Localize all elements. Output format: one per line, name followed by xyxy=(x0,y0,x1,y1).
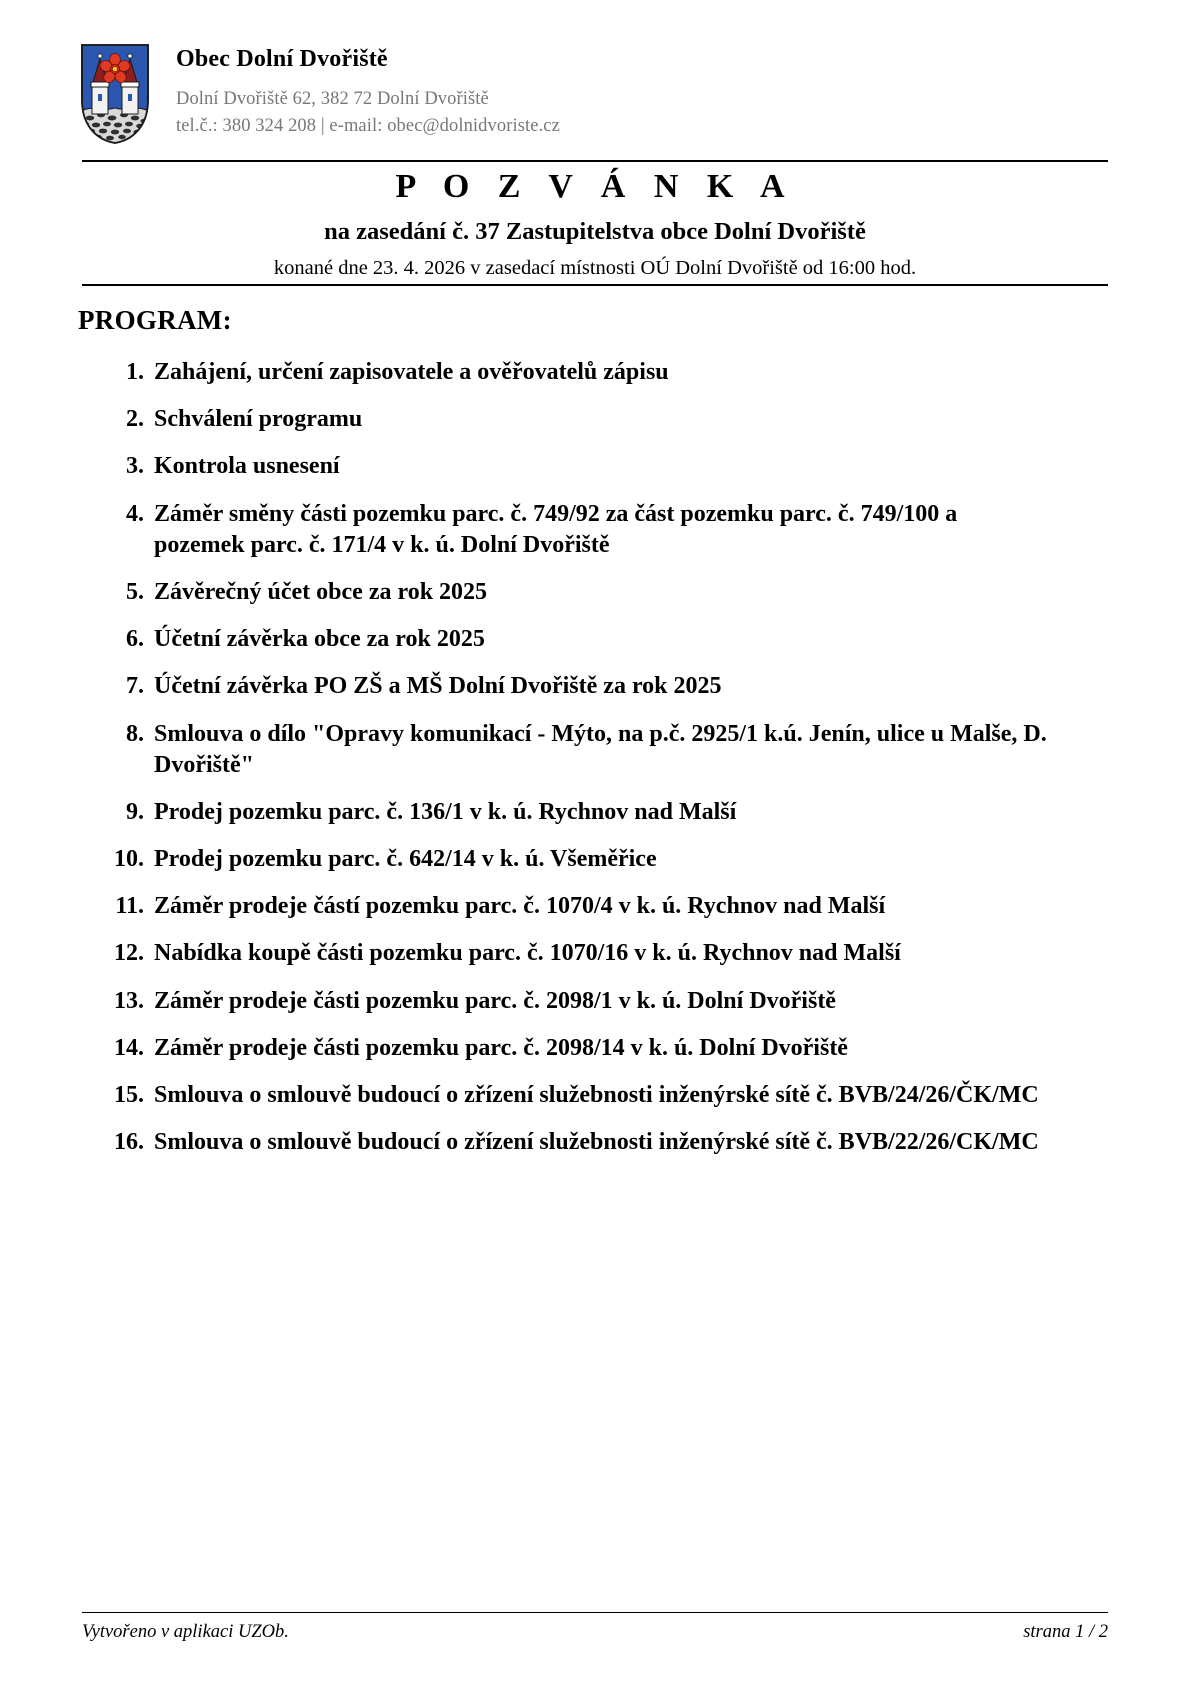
agenda-item-text: Účetní závěrka obce za rok 2025 xyxy=(154,626,485,653)
agenda-item xyxy=(110,1080,1050,1111)
agenda-item xyxy=(110,404,1050,435)
agenda-item xyxy=(110,577,1050,608)
agenda-item-number: 15. xyxy=(114,1082,144,1108)
agenda-item-text: Smlouva o smlouvě budoucí o zřízení služebnosti inženýrské sítě č. BVB/22/26/CK/MC xyxy=(154,1129,1039,1156)
agenda-item-text: Schválení programu xyxy=(154,406,363,433)
agenda-item-text: Zahájení, určení zapisovatele a ověřovatelů zápisu xyxy=(154,359,669,385)
agenda-item xyxy=(110,938,1050,969)
agenda-item xyxy=(110,357,1050,388)
page-footer xyxy=(82,1622,1108,1643)
document-title: P O Z V Á N K A xyxy=(395,168,795,205)
meeting-datetime: konané dne 23. 4. 2026 v zasedací místnosti OÚ Dolní Dvořiště od 16:00 hod. xyxy=(273,257,917,280)
footer-divider xyxy=(82,1612,1108,1613)
program-heading: PROGRAM: xyxy=(78,305,232,335)
agenda-item xyxy=(110,986,1050,1017)
organization-name: Obec Dolní Dvořiště xyxy=(176,46,388,72)
agenda-item-text: Záměr směny části pozemku parc. č. 749/92 za část pozemku parc. č. 749/100 a pozemek parc. č. 171/4 v k. ú. Dolní Dvořiště xyxy=(154,500,958,558)
agenda-item xyxy=(110,891,1050,922)
agenda-item-text: Účetní závěrka PO ZŠ a MŠ Dolní Dvořiště za rok 2025 xyxy=(154,673,722,700)
agenda-item-number: 8. xyxy=(126,720,144,747)
agenda-item xyxy=(110,624,1050,655)
agenda-item xyxy=(110,1127,1050,1158)
letterhead xyxy=(78,38,1112,146)
agenda-item-number: 14. xyxy=(114,1034,144,1061)
title-block xyxy=(82,166,1108,282)
agenda-item-number: 7. xyxy=(126,673,144,700)
agenda-item-number: 5. xyxy=(126,578,144,605)
agenda-item xyxy=(110,797,1050,828)
document-subtitle: na zasedání č. 37 Zastupitelstva obce Dolní Dvořiště xyxy=(324,217,866,245)
footer-page-number: strana 1 / 2 xyxy=(1023,1622,1108,1642)
agenda-item-number: 3. xyxy=(126,453,144,480)
agenda-item-number: 4. xyxy=(126,500,144,527)
agenda-item-text: Prodej pozemku parc. č. 136/1 v k. ú. Rychnov nad Malší xyxy=(154,798,737,825)
agenda-item-text: Smlouva o smlouvě budoucí o zřízení služebnosti inženýrské sítě č. BVB/24/26/ČK/MC xyxy=(154,1082,1039,1108)
agenda-item-number: 16. xyxy=(114,1129,144,1156)
agenda-item-number: 12. xyxy=(114,940,144,967)
agenda-item-text: Záměr prodeje části pozemku parc. č. 2098/1 v k. ú. Dolní Dvořiště xyxy=(154,987,836,1014)
agenda-item-text: Nabídka koupě části pozemku parc. č. 1070/16 v k. ú. Rychnov nad Malší xyxy=(154,940,901,967)
organization-contact: tel.č.: 380 324 208 | e-mail: obec@dolnidvoriste.cz xyxy=(176,116,560,137)
organization-details xyxy=(176,38,560,141)
organization-address: Dolní Dvořiště 62, 382 72 Dolní Dvořiště xyxy=(176,88,489,109)
agenda-item xyxy=(110,499,1050,561)
header-divider-bottom xyxy=(82,284,1108,286)
agenda-item-number: 11. xyxy=(115,893,144,920)
agenda-item-number: 10. xyxy=(114,846,144,873)
agenda-item-text: Prodej pozemku parc. č. 642/14 v k. ú. Všeměřice xyxy=(154,846,657,873)
agenda-item xyxy=(110,671,1050,702)
coat-of-arms-icon xyxy=(78,42,152,146)
agenda-item-number: 9. xyxy=(126,798,144,825)
agenda-item xyxy=(110,719,1050,781)
footer-generator: Vytvořeno v aplikaci UZOb. xyxy=(82,1622,289,1642)
agenda-item-text: Záměr prodeje částí pozemku parc. č. 1070/4 v k. ú. Rychnov nad Malší xyxy=(154,893,886,920)
agenda-item-number: 1. xyxy=(126,359,144,385)
agenda-item-number: 6. xyxy=(126,626,144,653)
agenda-item xyxy=(110,451,1050,482)
agenda-item-text: Smlouva o dílo "Opravy komunikací - Mýto, na p.č. 2925/1 k.ú. Jenín, ulice u Malše, D. Dvořiště" xyxy=(154,720,1047,778)
agenda-item-text: Kontrola usnesení xyxy=(154,453,340,480)
agenda-item-number: 2. xyxy=(126,406,144,433)
agenda-item xyxy=(110,844,1050,875)
agenda-item-text: Závěrečný účet obce za rok 2025 xyxy=(154,578,488,605)
agenda-list xyxy=(110,357,1050,1174)
header-divider-top xyxy=(82,160,1108,162)
agenda-item xyxy=(110,1033,1050,1064)
agenda-item-text: Záměr prodeje části pozemku parc. č. 2098/14 v k. ú. Dolní Dvořiště xyxy=(154,1034,848,1061)
agenda-item-number: 13. xyxy=(114,987,144,1014)
